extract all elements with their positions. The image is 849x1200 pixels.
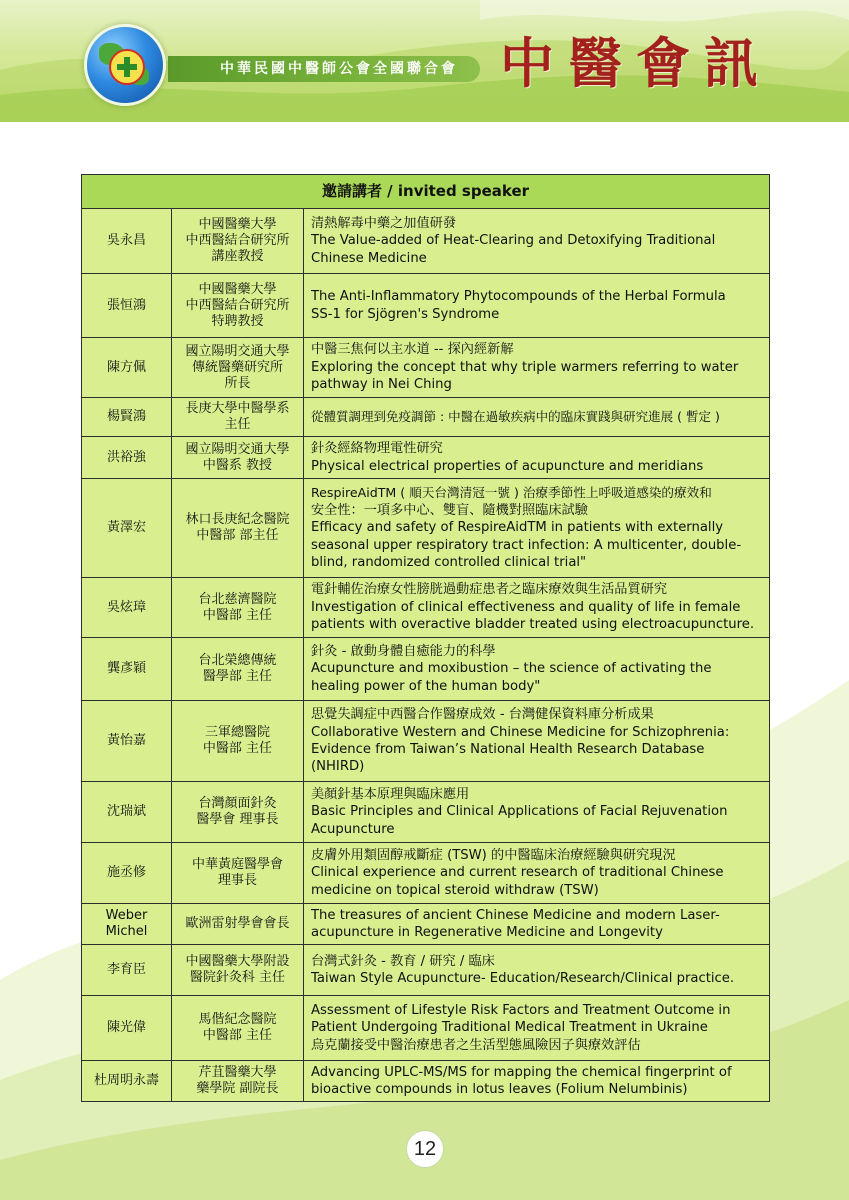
- topic-line: Efficacy and safety of RespireAidTM in patients with externally: [311, 520, 724, 536]
- topic-line: 清熱解毒中藥之加值研發: [311, 215, 457, 231]
- invited-speaker-table: [81, 174, 770, 1102]
- table-row: [82, 437, 769, 479]
- topic-line: bioactive compounds in lotus leaves (Folium Nelumbinis): [311, 1082, 688, 1097]
- talk-topic: [304, 479, 769, 577]
- topic-line: Taiwan Style Acupuncture- Education/Research/Clinical practice.: [311, 971, 735, 986]
- page-number: 12: [406, 1130, 444, 1168]
- topic-line: 針灸經絡物理電性研究: [311, 441, 443, 457]
- speaker-name: 吳永昌: [82, 209, 172, 273]
- topic-line: acupuncture in Regenerative Medicine and Longevity: [311, 925, 663, 940]
- talk-topic: [304, 701, 769, 781]
- speaker-affiliation: 長庚大學中醫學系 主任: [172, 398, 304, 436]
- topic-line: 安全性：一項多中心、雙盲、隨機對照臨床試驗: [311, 502, 588, 518]
- speaker-affiliation: 台北慈濟醫院 中醫部 主任: [172, 578, 304, 637]
- talk-topic: [304, 945, 769, 995]
- talk-topic: [304, 996, 769, 1060]
- page-header: [0, 0, 849, 122]
- topic-line: Evidence from Taiwan’s National Health Research Database: [311, 742, 705, 757]
- speaker-name: 黃澤宏: [82, 479, 172, 577]
- topic-line: SS-1 for Sjögren's Syndrome: [311, 306, 500, 322]
- topic-line: The Anti-Inflammatory Phytocompounds of the Herbal Formula: [311, 289, 726, 305]
- talk-topic: [304, 638, 769, 700]
- table-row: [82, 843, 769, 904]
- speaker-name: 陳光偉: [82, 996, 172, 1060]
- speaker-affiliation: 中國醫藥大學 中西醫結合研究所 講座教授: [172, 209, 304, 273]
- topic-line: RespireAidTM ( 順天台灣清冠一號 ) 治療季節性上呼吸道感染的療效和: [311, 485, 712, 501]
- topic-line: Patient Undergoing Traditional Medical Treatment in Ukraine: [311, 1020, 708, 1036]
- speaker-name: 吳炫璋: [82, 578, 172, 637]
- speaker-name: 黃怡嘉: [82, 701, 172, 781]
- topic-line: The treasures of ancient Chinese Medicine and modern Laser-: [311, 907, 720, 923]
- talk-topic: [304, 782, 769, 842]
- masthead-title: 中醫會訊: [500, 31, 772, 95]
- table-row: [82, 996, 769, 1061]
- table-row: [82, 782, 769, 843]
- talk-topic: [304, 843, 769, 903]
- topic-line: 烏克蘭接受中醫治療患者之生活型態風險因子與療效評估: [311, 1037, 641, 1053]
- topic-line: Clinical experience and current research of traditional Chinese: [311, 865, 724, 881]
- talk-topic: [304, 1061, 769, 1101]
- speaker-affiliation: 台北榮總傳統 醫學部 主任: [172, 638, 304, 700]
- speaker-affiliation: 國立陽明交通大學 中醫系 教授: [172, 437, 304, 478]
- table-row: [82, 578, 769, 638]
- speaker-name: 沈瑞斌: [82, 782, 172, 842]
- topic-line: Basic Principles and Clinical Applications of Facial Rejuvenation: [311, 804, 728, 820]
- topic-line: patients with overactive bladder treated using electroacupuncture.: [311, 617, 755, 633]
- table-row: [82, 904, 769, 945]
- globe-logo-icon: [84, 24, 166, 106]
- speaker-name: 楊賢鴻: [82, 398, 172, 436]
- talk-topic: [304, 437, 769, 478]
- table-row: [82, 701, 769, 782]
- table-row: [82, 274, 769, 338]
- topic-line: healing power of the human body": [311, 678, 541, 694]
- speaker-affiliation: 歐洲雷射學會會長: [172, 904, 304, 944]
- table-row: [82, 638, 769, 701]
- speaker-name: 杜周明永壽: [82, 1061, 172, 1101]
- speaker-affiliation: 馬偕紀念醫院 中醫部 主任: [172, 996, 304, 1060]
- speaker-affiliation: 芹苴醫藥大學 藥學院 副院長: [172, 1061, 304, 1101]
- topic-line: 皮膚外用類固醇戒斷症 (TSW) 的中醫臨床治療經驗與研究現況: [311, 847, 676, 863]
- talk-topic: [304, 274, 769, 337]
- talk-topic: [304, 398, 769, 436]
- topic-line: Assessment of Lifestyle Risk Factors and Treatment Outcome in: [311, 1002, 731, 1018]
- speaker-affiliation: 台灣顏面針灸 醫學會 理事長: [172, 782, 304, 842]
- talk-topic: [304, 338, 769, 397]
- topic-line: 電針輔佐治療女性膀胱過動症患者之臨床療效與生活品質研究: [311, 582, 668, 598]
- table-row: [82, 209, 769, 274]
- speaker-name: Weber Michel: [82, 904, 172, 944]
- emblem-cross-shape: [117, 64, 137, 70]
- speaker-affiliation: 中華黃庭醫學會 理事長: [172, 843, 304, 903]
- table-row: [82, 945, 769, 996]
- topic-line: 從體質調理到免疫調節 : 中醫在過敏疾病中的臨床實踐與研究進展 ( 暫定 ): [311, 409, 720, 425]
- topic-line: medicine on topical steroid withdraw (TSW): [311, 882, 599, 898]
- topic-line: (NHIRD): [311, 759, 365, 775]
- topic-line: Chinese Medicine: [311, 250, 427, 266]
- speaker-affiliation: 中國醫藥大學 中西醫結合研究所 特聘教授: [172, 274, 304, 337]
- org-name: 中華民國中醫師公會全國聯合會: [220, 61, 458, 77]
- table-row: [82, 398, 769, 437]
- topic-line: blind, randomized controlled clinical trial": [311, 555, 587, 571]
- talk-topic: [304, 904, 769, 944]
- topic-line: The Value-added of Heat-Clearing and Detoxifying Traditional: [311, 233, 716, 249]
- speaker-name: 龔彥穎: [82, 638, 172, 700]
- speaker-affiliation: 國立陽明交通大學 傳統醫藥研究所 所長: [172, 338, 304, 397]
- table-row: [82, 479, 769, 578]
- speaker-affiliation: 林口長庚紀念醫院 中醫部 部主任: [172, 479, 304, 577]
- talk-topic: [304, 578, 769, 637]
- table-row: [82, 338, 769, 398]
- topic-line: 思覺失調症中西醫合作醫療成效 - 台灣健保資料庫分析成果: [311, 707, 654, 723]
- speaker-name: 李育臣: [82, 945, 172, 995]
- topic-line: Acupuncture and moxibustion – the science of activating the: [311, 661, 712, 677]
- topic-line: Investigation of clinical effectiveness and quality of life in female: [311, 599, 741, 615]
- topic-line: pathway in Nei Ching: [311, 377, 452, 393]
- speaker-affiliation: 中國醫藥大學附設 醫院針灸科 主任: [172, 945, 304, 995]
- topic-line: Exploring the concept that why triple warmers referring to water: [311, 359, 739, 375]
- speaker-name: 洪裕強: [82, 437, 172, 478]
- topic-line: Collaborative Western and Chinese Medicine for Schizophrenia:: [311, 724, 730, 740]
- topic-line: 針灸 - 啟動身體自癒能力的科學: [311, 643, 496, 659]
- talk-topic: [304, 209, 769, 273]
- speaker-name: 陳方佩: [82, 338, 172, 397]
- topic-line: Acupuncture: [311, 821, 395, 837]
- speaker-name: 張恒鴻: [82, 274, 172, 337]
- speaker-affiliation: 三軍總醫院 中醫部 主任: [172, 701, 304, 781]
- table-row: [82, 1061, 769, 1101]
- association-emblem-icon: [109, 49, 145, 85]
- topic-line: seasonal upper respiratory tract infection: A multicenter, double-: [311, 537, 742, 553]
- topic-line: 台灣式針灸 - 教育 / 研究 / 臨床: [311, 953, 495, 969]
- table-title: 邀請講者 / invited speaker: [82, 175, 769, 209]
- topic-line: 美顏針基本原理與臨床應用: [311, 786, 470, 802]
- topic-line: Advancing UPLC-MS/MS for mapping the chemical fingerprint of: [311, 1064, 732, 1080]
- topic-line: 中醫三焦何以主水道 -- 探內經新解: [311, 342, 514, 358]
- topic-line: Physical electrical properties of acupuncture and meridians: [311, 458, 704, 474]
- speaker-name: 施丞修: [82, 843, 172, 903]
